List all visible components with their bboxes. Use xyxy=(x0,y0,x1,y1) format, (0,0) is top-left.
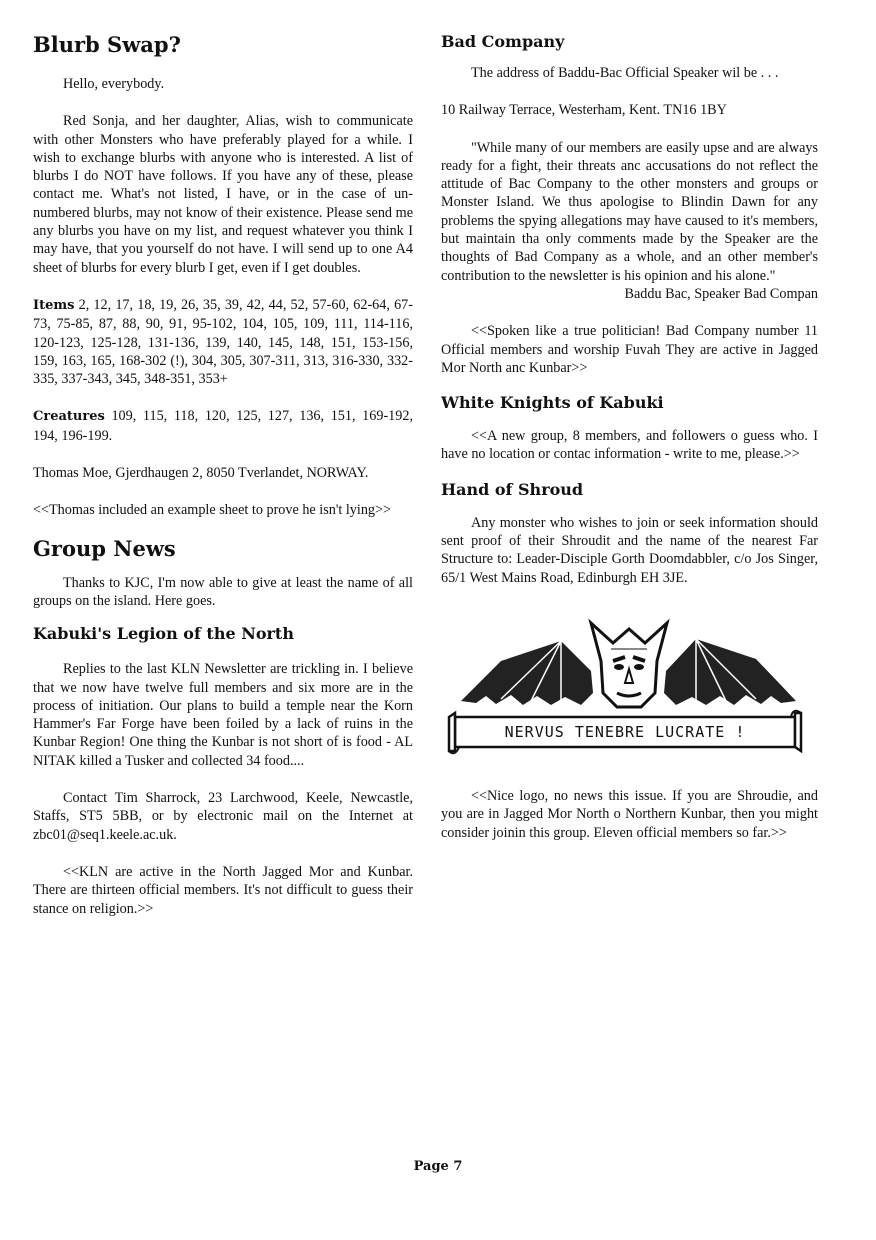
bad-company-p1: The address of Baddu-Bac Official Speaker wil be . . . xyxy=(471,65,779,81)
bad-company-heading: Bad Company xyxy=(441,32,565,51)
blurb-swap-heading: Blurb Swap? xyxy=(33,32,181,57)
page-number: Page 7 xyxy=(413,1159,463,1174)
bad-company-note: <<Spoken like a true politician! Bad Company number 11 Official members and worship Fuvah They are active in Jagged Mor North anc Kunbar>> xyxy=(441,323,818,376)
creatures-label: Creatures xyxy=(33,409,105,425)
white-knights-p1: <<A new group, 8 members, and followers o guess who. I have no location or contac information - write to me, please.>> xyxy=(441,428,818,463)
bad-company-signature: Baddu Bac, Speaker Bad Compan xyxy=(624,285,818,302)
hand-of-shroud-heading: Hand of Shroud xyxy=(441,479,584,499)
group-news-heading: Group News xyxy=(33,535,176,561)
bad-company-quote: "While many of our members are easily upse and are always ready for a fight, their threats anc accusations do not reflect the attitude of Bac Company to the other monsters and groups or Monster Island. We thus apologise to Blindin Dawn for any problems the spying allegations may have caused to it's members, but maintain tha only comments made by the Speaker are the thoughts of Bad Company as a whole, and an other member's contribution to the newsletter is his opinion and his alone." xyxy=(441,139,818,284)
logo-motto: NERVUS TENEBRE LUCRATE ! xyxy=(504,722,746,741)
right-column xyxy=(441,30,818,842)
kabuki-legion-p3: <<KLN are active in the North Jagged Mor and Kunbar. There are thirteen official members. It's not difficult to guess their stance on religion.>> xyxy=(33,863,413,917)
blurb-address: Thomas Moe, Gjerdhaugen 2, 8050 Tverlandet, NORWAY. xyxy=(33,465,369,482)
blurb-note: <<Thomas included an example sheet to prove he isn't lying>> xyxy=(33,502,392,519)
hand-of-shroud-note: <<Nice logo, no news this issue. If you are Shroudie, and you are in Jagged Mor North o Northern Kunbar, then you might consider joinin this group. Eleven official members so far.>> xyxy=(441,787,818,841)
items-label: Items xyxy=(33,297,75,313)
white-knights-heading: White Knights of Kabuki xyxy=(441,393,664,413)
bad-company-address: 10 Railway Terrace, Westerham, Kent. TN16 1BY xyxy=(441,102,727,119)
items-values: 2, 12, 17, 18, 19, 26, 35, 39, 42, 44, 52, 57-60, 62-64, 67-73, 75-85, 87, 88, 90, 91, 95-102, 104, 105, 109, 111, 114-116, 120-123, 125-128, 131-136, 139, 140, 145, 148, 151, 153-156, 159, 163, 165, 168-302 (!), 304, 305, 307-311, 313, 316-330, 332-335, 337-343, 345, 348-351, 353+ xyxy=(33,296,413,388)
left-column xyxy=(33,30,413,918)
items-list xyxy=(33,296,413,388)
creatures-values: 109, 115, 118, 120, 125, 127, 136, 151, 169-192, 194, 196-199. xyxy=(33,408,414,444)
blurb-body: Red Sonja, and her daughter, Alias, wish to communicate with other Monsters who have preferably played for a while. I wish to exchange blurbs with anyone who is interested. A list of blurbs I do NOT have follows. If you have any of these, please contact me. What's not listed, I have, or in the case of un-numbered blurbs, may not know of their existence. Please send me any blurbs you have on my list, and request whatever you think I may have, that you yourself do not have. I will send up to one A4 sheet of blurbs for every blurb I get, even if I get doubles. xyxy=(33,113,413,276)
kabuki-legion-p1: Replies to the last KLN Newsletter are trickling in. I believe that we now have twelve full members and six more are in the process of initiation. Our plans to build a temple near the Korn Hammer's Far Forge have been foiled by a lack of ruins in the Kunbar Region! One thing the Kunbar is not short of is food - AL NITAK killed a Tusker and collected 34 food.... xyxy=(33,661,413,769)
group-news-intro: Thanks to KJC, I'm now able to give at least the name of all groups on the island. Here goes. xyxy=(33,574,413,609)
kabuki-legion-heading: Kabuki's Legion of the North xyxy=(33,624,294,644)
kabuki-legion-p2: Contact Tim Sharrock, 23 Larchwood, Keele, Newcastle, Staffs, ST5 5BB, or by electronic mail on the Internet at zbc01@seq1.keele.ac.uk. xyxy=(33,790,413,843)
hand-of-shroud-logo xyxy=(441,601,818,771)
creatures-list xyxy=(33,407,413,445)
blurb-greeting: Hello, everybody. xyxy=(63,76,165,92)
hand-of-shroud-p1: Any monster who wishes to join or seek information should sent proof of their Shroudit and the name of the nearest Far Structure to: Leader-Disciple Gorth Doomdabbler, c/o Jos Singer, 65/1 West Mains Road, Edinburgh EH 3JE. xyxy=(441,514,818,586)
